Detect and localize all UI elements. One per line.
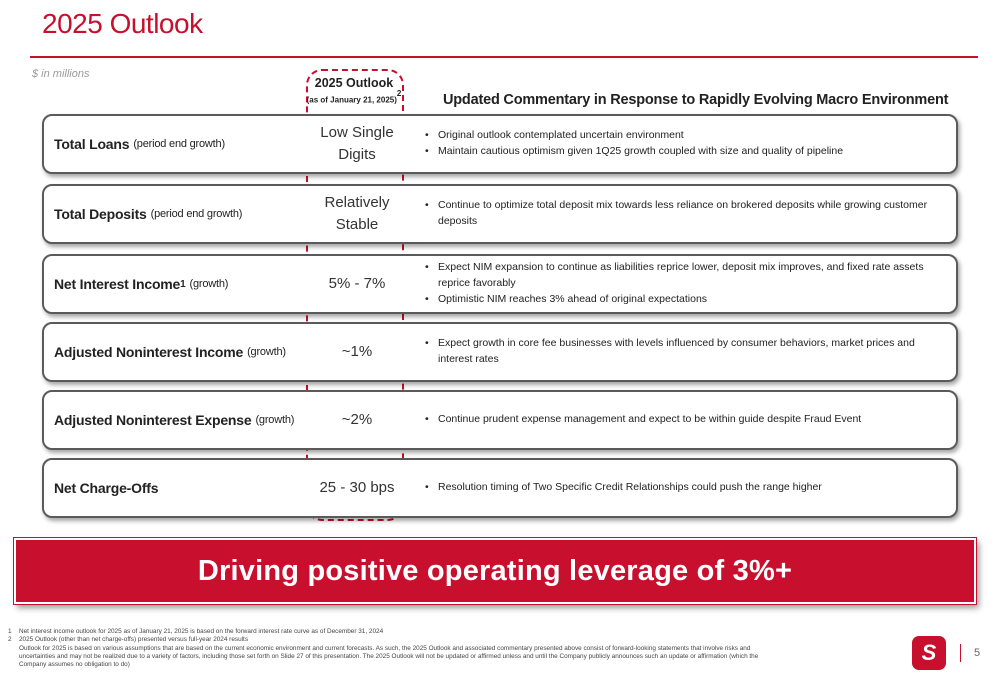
row-label-footnote: 1 <box>180 278 186 290</box>
title-divider <box>30 56 978 58</box>
row-label <box>54 392 294 448</box>
footnote <box>8 628 778 636</box>
row-label-text: Adjusted Noninterest Expense <box>54 412 252 428</box>
row-label-text: Total Deposits <box>54 206 147 222</box>
footnote <box>8 636 778 644</box>
row-label-text: Adjusted Noninterest Income <box>54 344 244 360</box>
row-label-qualifier: (growth) <box>247 346 286 358</box>
footnotes <box>8 628 778 670</box>
row-commentary <box>422 116 946 172</box>
row-outlook-value: Low Single Digits <box>320 123 394 163</box>
row-label-qualifier: (growth) <box>255 414 295 426</box>
page-number: 5 <box>974 647 981 659</box>
row-commentary <box>422 392 946 448</box>
commentary-bullet: • Optimistic NIM reaches 3% ahead of original expectations <box>422 292 946 308</box>
row-label-qualifier: (period end growth) <box>133 138 225 150</box>
footnote-number: 1 <box>8 628 12 635</box>
row-label <box>54 460 158 516</box>
row-label <box>54 186 242 242</box>
row-label-text: Total Loans <box>54 136 130 152</box>
outlook-row <box>42 390 958 450</box>
row-label-qualifier: (growth) <box>189 278 229 290</box>
outlook-row <box>42 322 958 382</box>
logo-glyph: S <box>921 640 937 665</box>
row-outlook-value: Relatively Stable <box>324 193 390 233</box>
row-label <box>54 116 225 172</box>
row-commentary <box>422 460 946 516</box>
outlook-header-date: (as of January 21, 2025) <box>306 95 397 105</box>
row-outlook-value: 5% - 7% <box>328 274 386 292</box>
footnote-number: 2 <box>8 636 12 644</box>
commentary-bullet: • Expect growth in core fee businesses with levels influenced by consumer behaviors, market prices and interest rates <box>422 336 946 368</box>
row-commentary <box>422 256 946 312</box>
row-outlook-value: ~1% <box>341 342 373 360</box>
commentary-bullet: • Original outlook contemplated uncertain environment <box>422 128 946 144</box>
commentary-bullet: • Resolution timing of Two Specific Credit Relationships could push the range higher <box>422 480 946 496</box>
outlook-row <box>42 114 958 174</box>
units-note: $ in millions <box>32 68 90 80</box>
commentary-bullet: • Expect NIM expansion to continue as liabilities reprice lower, deposit mix improves, and fixed rate assets reprice favorably <box>422 260 946 292</box>
outlook-header-footnote: 2 <box>396 89 402 99</box>
operating-leverage-banner <box>14 538 976 604</box>
company-logo <box>912 636 946 670</box>
outlook-header-title: 2025 Outlook <box>314 76 394 90</box>
outlook-row <box>42 184 958 244</box>
row-label-text: Net Charge-Offs <box>54 480 159 496</box>
outlook-column-header <box>304 77 404 107</box>
outlook-row <box>42 254 958 314</box>
banner-text: Driving positive operating leverage of 3%+ <box>197 554 793 587</box>
row-label-text: Net Interest Income <box>54 276 181 292</box>
footnote-text: Net interest income outlook for 2025 as of January 21, 2025 is based on the forward interest rate curve as of December 31, 2024 <box>19 628 384 635</box>
row-outlook-value: ~2% <box>341 410 373 428</box>
footnote-text: 2025 Outlook (other than net charge-offs) presented versus full-year 2024 results <box>19 636 249 644</box>
commentary-bullet: • Continue to optimize total deposit mix towards less reliance on brokered deposits while growing customer deposits <box>422 198 946 230</box>
outlook-row <box>42 458 958 518</box>
row-label-qualifier: (period end growth) <box>150 208 243 220</box>
row-label <box>54 324 286 380</box>
commentary-header: Updated Commentary in Response to Rapidly Evolving Macro Environment <box>443 92 949 108</box>
row-commentary <box>422 186 946 242</box>
commentary-bullet: • Continue prudent expense management and expect to be within guide despite Fraud Event <box>422 412 946 428</box>
footnote <box>8 645 778 670</box>
commentary-bullet: • Maintain cautious optimism given 1Q25 growth coupled with size and quality of pipeline <box>422 144 946 160</box>
row-commentary <box>422 324 946 380</box>
footnote-number <box>8 645 19 670</box>
row-label <box>54 256 228 312</box>
page-number-divider <box>960 644 961 662</box>
footnote-text: Outlook for 2025 is based on various assumptions that are based on the current economic environment and current forecasts. As such, the 2025 Outlook and associated commentary presented above consist of forward-looking statements that involve risks and uncertainties and may not be realized due to a variety of factors, including those set forth on Slide 27 of this presentation. The 2025 Outlook will not be updated or affirmed unless and until the Company publicly announces such an update or affirmation (which the Company assumes no obligation to do) <box>19 644 759 669</box>
page-title: 2025 Outlook <box>42 8 203 39</box>
row-outlook-value: 25 - 30 bps <box>319 478 395 496</box>
